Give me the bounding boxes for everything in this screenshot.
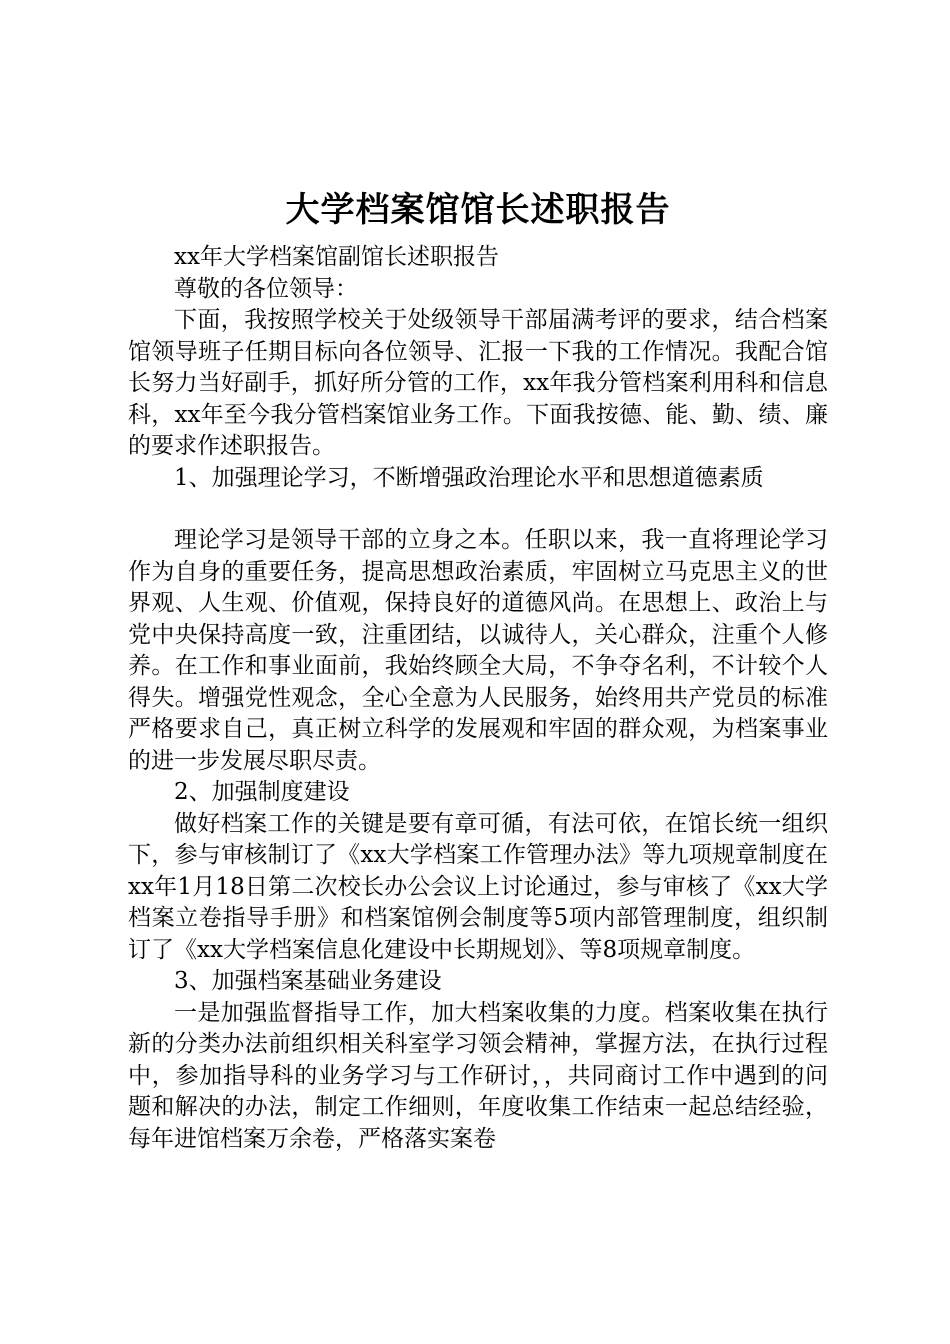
section-heading-2: 2、加强制度建设 (174, 779, 350, 805)
report-subtitle: xx年大学档案馆副馆长述职报告 (174, 244, 499, 270)
section-heading-3: 3、加强档案基础业务建设 (174, 968, 442, 994)
section-2-body: 做好档案工作的关键是要有章可循，有法可依，在馆长统一组织下，参与审核制订了《xx大学档案工作管理办法》等九项规章制度在xx年1月18日第二次校长办公会议上讨论通过，参与审核了《xx大学档案立卷指导手册》和档案馆例会制度等5项内部管理制度，组织制订了《xx大学档案信息化建设中长期规划》、等8项规章制度。 (128, 810, 828, 963)
section-1-body: 理论学习是领导干部的立身之本。任职以来，我一直将理论学习作为自身的重要任务，提高思想政治素质，牢固树立马克思主义的世界观、人生观、价值观，保持良好的道德风尚。在思想上、政治上与党中央保持高度一致，注重团结，以诚待人，关心群众，注重个人修养。在工作和事业面前，我始终顾全大局，不争夺名利，不计较个人得失。增强党性观念，全心全意为人民服务，始终用共产党员的标准严格要求自己，真正树立科学的发展观和牢固的群众观，为档案事业的进一步发展尽职尽责。 (128, 527, 828, 774)
document-title: 大学档案馆馆长述职报告 (285, 190, 671, 230)
intro-paragraph: 下面，我按照学校关于处级领导干部届满考评的要求，结合档案馆领导班子任期目标向各位领导、汇报一下我的工作情况。我配合馆长努力当好副手，抓好所分管的工作，xx年我分管档案利用科和信息科，xx年至今我分管档案馆业务工作。下面我按德、能、勤、绩、廉的要求作述职报告。 (128, 307, 828, 459)
section-heading-1: 1、加强理论学习，不断增强政治理论水平和思想道德素质 (174, 464, 764, 491)
document-page (128, 190, 828, 1155)
salutation: 尊敬的各位领导： (174, 275, 358, 302)
section-3-body: 一是加强监督指导工作，加大档案收集的力度。档案收集在执行新的分类办法前组织相关科室学习领会精神，掌握方法，在执行过程中，参加指导科的业务学习与工作研讨，，共同商讨工作中遇到的问题和解决的办法，制定工作细则，年度收集工作结束一起总结经验，每年进馆档案万余卷，严格落实案卷 (128, 999, 828, 1152)
blank-line (128, 494, 828, 525)
